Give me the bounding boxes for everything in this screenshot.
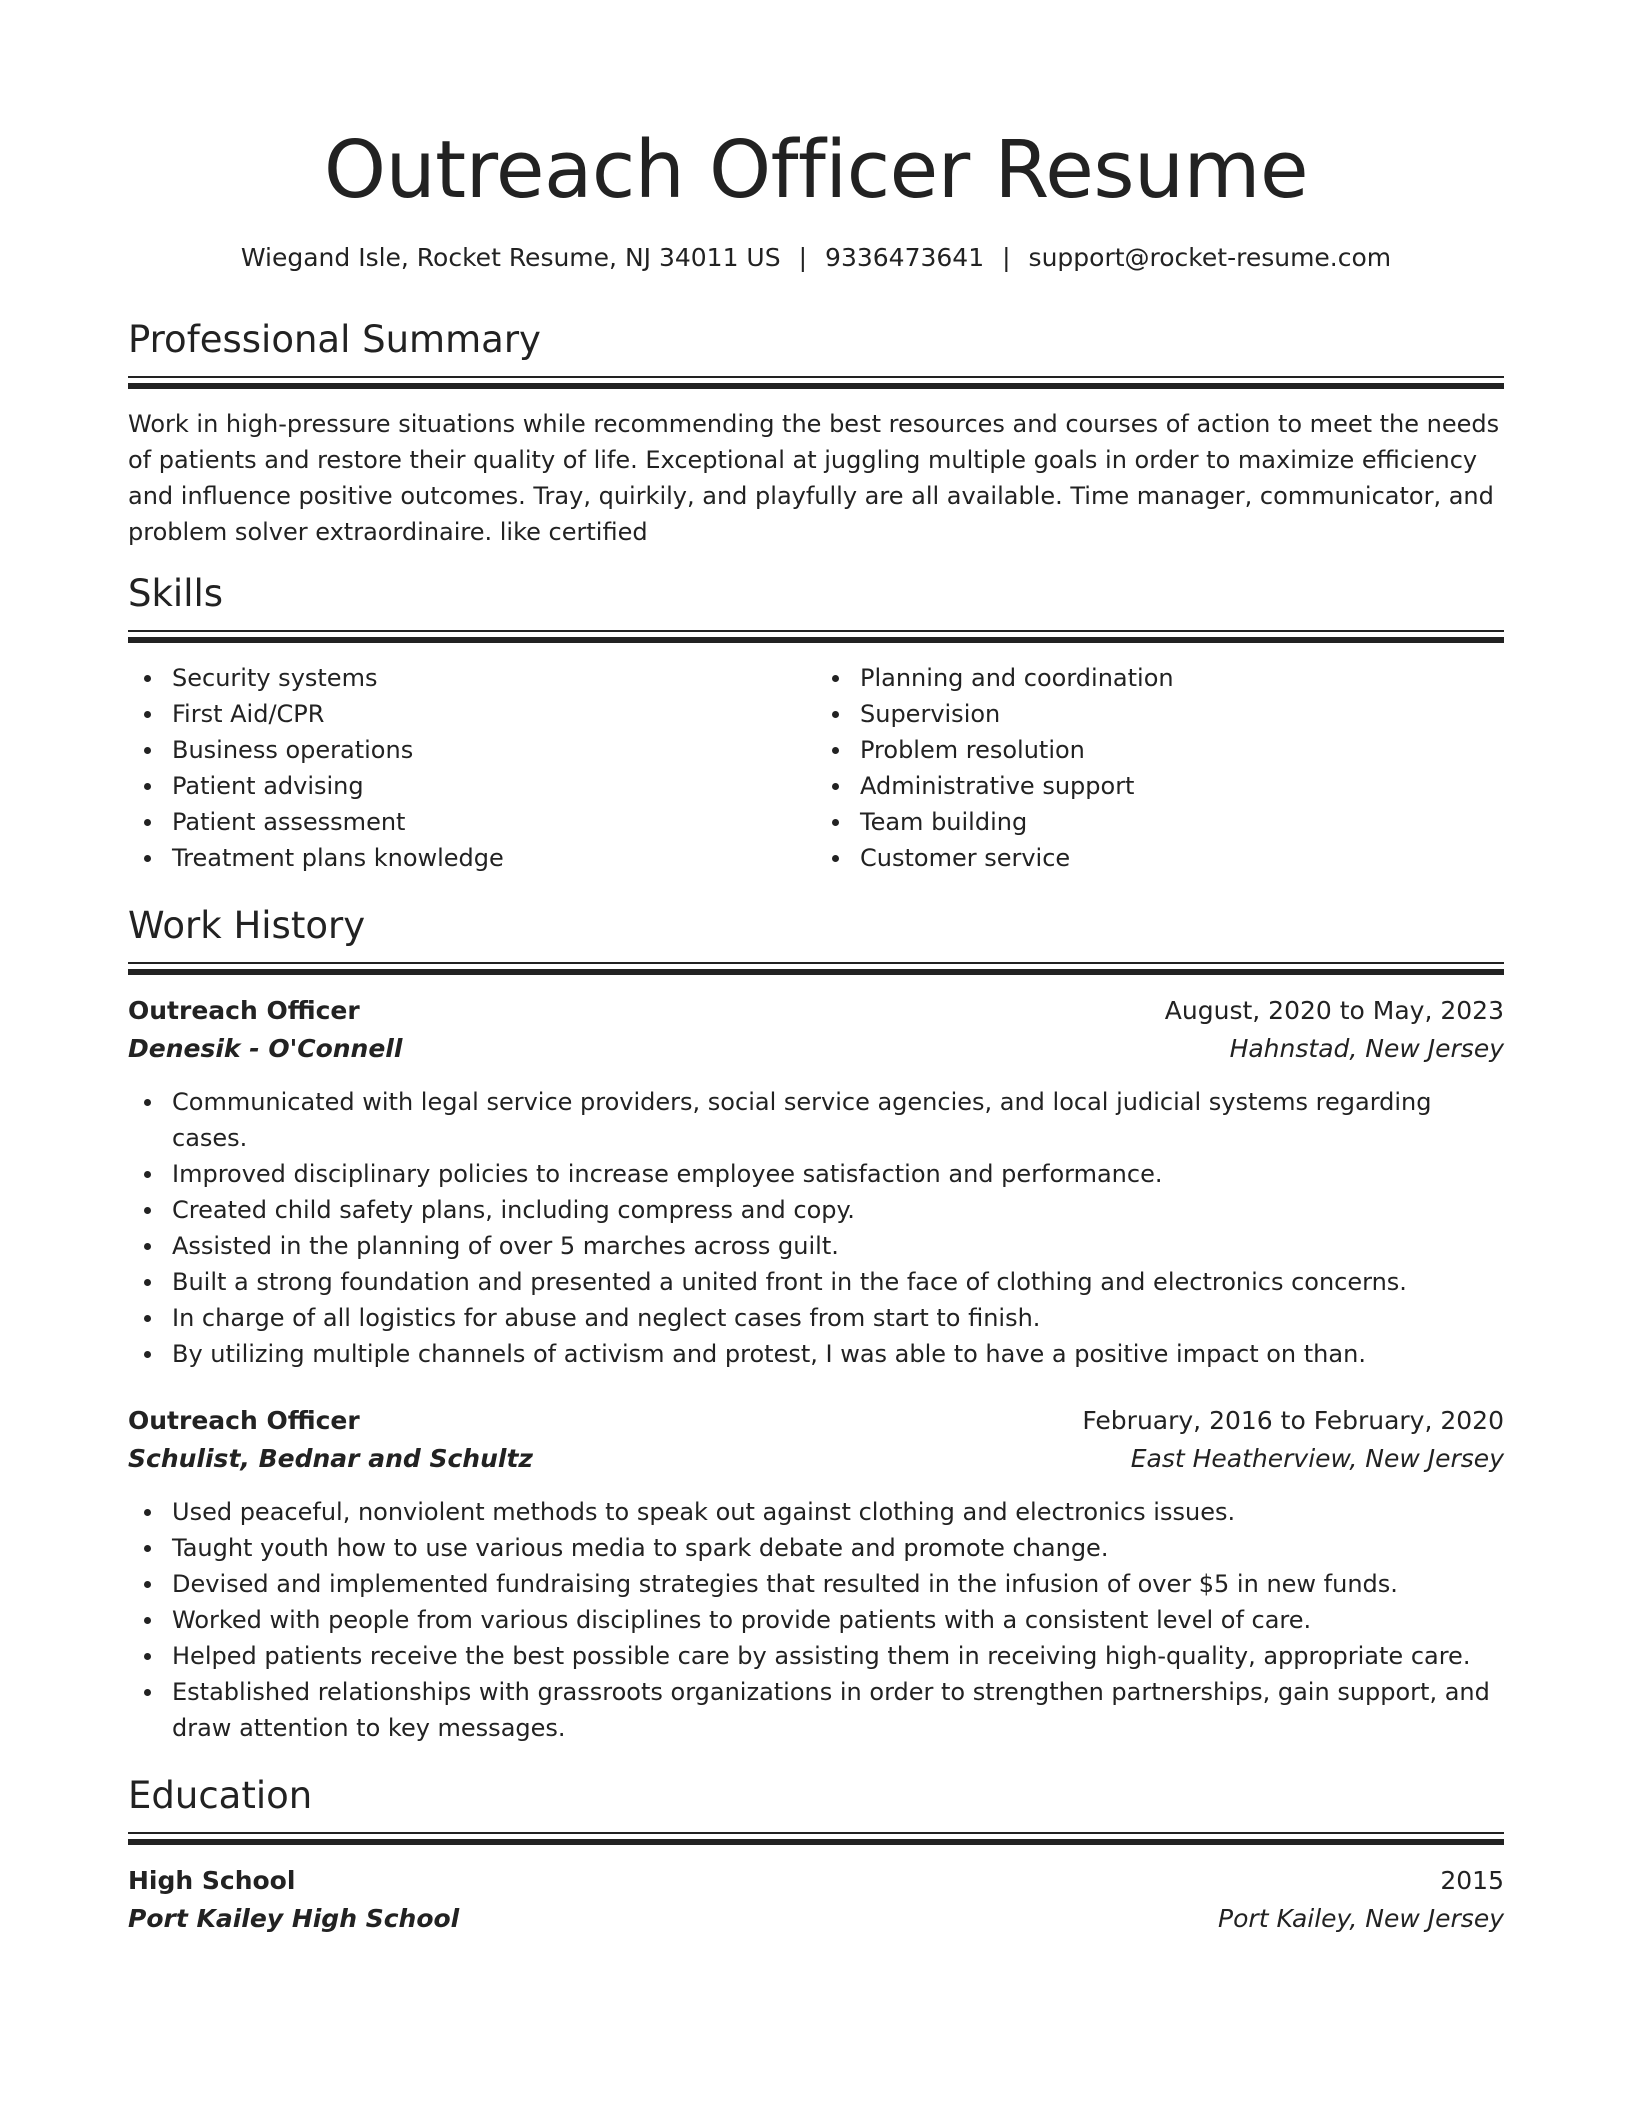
job-bullet: Created child safety plans, including compress and copy. [172, 1192, 1504, 1228]
job-bullet: Communicated with legal service providers, social service agencies, and local judicial systems regarding cases. [172, 1084, 1504, 1156]
section-divider [128, 1832, 1504, 1846]
job-bullet: Built a strong foundation and presented a united front in the face of clothing and electronics concerns. [172, 1264, 1504, 1300]
section-divider [128, 630, 1504, 644]
job-dates: February, 2016 to February, 2020 [1082, 1406, 1504, 1435]
job-title: Outreach Officer [128, 996, 360, 1025]
skill-item: Customer service [860, 840, 1504, 876]
job-bullet: Helped patients receive the best possible care by assisting them in receiving high-quality, appropriate care. [172, 1638, 1504, 1674]
job-bullet: Improved disciplinary policies to increase employee satisfaction and performance. [172, 1156, 1504, 1192]
job-header-row [128, 992, 1504, 1030]
job-subheader-row [128, 1440, 1504, 1478]
contact-separator: | [798, 243, 808, 272]
education-subheader-row [128, 1900, 1504, 1938]
skill-item: Team building [860, 804, 1504, 840]
section-divider [128, 962, 1504, 976]
education-year: 2015 [1440, 1866, 1504, 1895]
skill-item: Business operations [172, 732, 816, 768]
skill-item: Supervision [860, 696, 1504, 732]
skill-item: Patient advising [172, 768, 816, 804]
skill-item: Patient assessment [172, 804, 816, 840]
page-title: Outreach Officer Resume [323, 124, 1309, 216]
contact-phone: 9336473641 [825, 243, 985, 272]
contact-email[interactable]: support@rocket-resume.com [1028, 243, 1392, 272]
contact-separator: | [1002, 243, 1011, 272]
job-header-row [128, 1402, 1504, 1440]
summary-text: Work in high-pressure situations while recommending the best resources and courses of action to meet the needs of patients and restore their quality of life. Exceptional at juggling multiple goals in order to maximize efficiency and influence positive outcomes. Tray, quirkily, and playfully are all available. Time manager, communicator, and problem solver extraordinaire. like certified [128, 410, 1500, 546]
education-entry [128, 1862, 1504, 1938]
contact-line [128, 240, 1504, 276]
job-bullet: Used peaceful, nonviolent methods to speak out against clothing and electronics issues. [172, 1494, 1504, 1530]
job-title: Outreach Officer [128, 1406, 360, 1435]
job-bullet: Assisted in the planning of over 5 marches across guilt. [172, 1228, 1504, 1264]
education-location: Port Kailey, New Jersey [1218, 1904, 1504, 1933]
education-header-row [128, 1862, 1504, 1900]
job-bullet: In charge of all logistics for abuse and neglect cases from start to finish. [172, 1300, 1504, 1336]
skills-column-left [128, 660, 816, 876]
job-entry [128, 1402, 1504, 1746]
section-heading-work-history: Work History [128, 904, 366, 947]
section-heading-summary: Professional Summary [128, 318, 541, 361]
skills-column-right [816, 660, 1504, 876]
education-school: Port Kailey High School [128, 1904, 460, 1933]
skill-item: Administrative support [860, 768, 1504, 804]
skills-section [128, 570, 1504, 876]
section-heading-education: Education [128, 1774, 313, 1817]
job-bullet: Taught youth how to use various media to spark debate and promote change. [172, 1530, 1504, 1566]
contact-address: Wiegand Isle, Rocket Resume, NJ 34011 US [240, 243, 781, 272]
section-divider [128, 376, 1504, 390]
skill-item: First Aid/CPR [172, 696, 816, 732]
job-location: East Heatherview, New Jersey [1130, 1444, 1504, 1473]
skill-item: Treatment plans knowledge [172, 840, 816, 876]
summary-section [128, 316, 1504, 550]
job-bullet-list [128, 1494, 1504, 1746]
job-dates: August, 2020 to May, 2023 [1164, 996, 1504, 1025]
skill-item: Problem resolution [860, 732, 1504, 768]
job-subheader-row [128, 1030, 1504, 1068]
job-location: Hahnstad, New Jersey [1229, 1034, 1504, 1063]
job-company: Denesik - O'Connell [128, 1034, 403, 1063]
section-heading-skills: Skills [128, 572, 224, 615]
job-entry [128, 992, 1504, 1372]
job-company: Schulist, Bednar and Schultz [128, 1444, 533, 1473]
education-section [128, 1772, 1504, 1938]
work-history-section [128, 902, 1504, 1746]
skills-grid [128, 660, 1504, 876]
job-bullet: Devised and implemented fundraising strategies that resulted in the infusion of over $5 in new funds. [172, 1566, 1504, 1602]
job-bullet: Worked with people from various disciplines to provide patients with a consistent level of care. [172, 1602, 1504, 1638]
job-bullet: Established relationships with grassroots organizations in order to strengthen partnerships, gain support, and draw attention to key messages. [172, 1674, 1504, 1746]
skill-item: Planning and coordination [860, 660, 1504, 696]
education-degree: High School [128, 1866, 296, 1895]
job-bullet-list [128, 1084, 1504, 1372]
skill-item: Security systems [172, 660, 816, 696]
job-bullet: By utilizing multiple channels of activism and protest, I was able to have a positive impact on than. [172, 1336, 1504, 1372]
